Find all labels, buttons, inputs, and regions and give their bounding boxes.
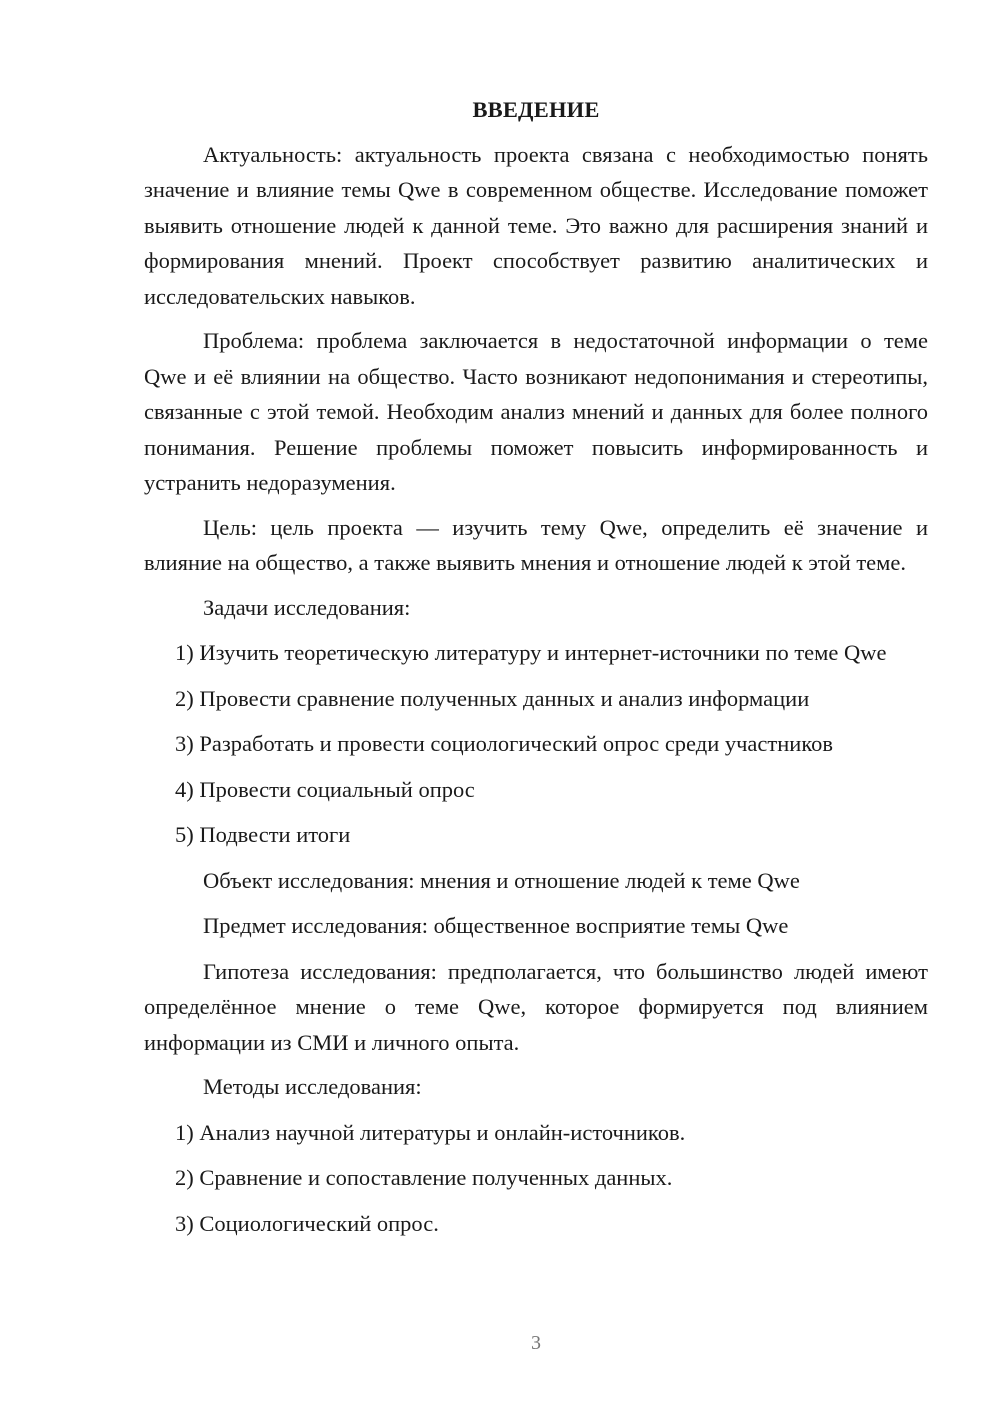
list-item: 5) Подвести итоги [175, 822, 351, 847]
object-line: Объект исследования: мнения и отношение людей к теме Qwe [203, 867, 800, 893]
page-number: 3 [531, 1332, 541, 1354]
page-content [144, 92, 928, 1251]
list-item: 3) Социологический опрос. [175, 1210, 439, 1236]
list-item: 2) Сравнение и сопоставление полученных данных. [175, 1165, 673, 1190]
section-title: ВВЕДЕНИЕ [472, 97, 600, 122]
tasks-heading: Задачи исследования: [203, 594, 411, 620]
hypothesis-paragraph: Гипотеза исследования: предполагается, что большинство людей имеют определённое мнение о теме Qwe, которое формируется под влиянием информации из СМИ и личного опыта. [144, 958, 928, 1055]
list-item: 2) Провести сравнение полученных данных и анализ информации [175, 685, 810, 711]
list-item: 1) Изучить теоретическую литературу и интернет-источники по теме Qwe [175, 640, 887, 665]
relevance-paragraph: Актуальность: актуальность проекта связана с необходимостью понять значение и влияние темы Qwe в современном обществе. Исследование поможет выявить отношение людей к данной теме. Это важно для расширения знаний и формирования мнений. Проект способствует развитию аналитических и исследовательских навыков. [144, 141, 928, 309]
list-item: 4) Провести социальный опрос [175, 776, 475, 802]
subject-line: Предмет исследования: общественное восприятие темы Qwe [203, 913, 789, 938]
problem-paragraph: Проблема: проблема заключается в недостаточной информации о теме Qwe и её влиянии на общество. Часто возникают недопонимания и стереотипы, связанные с этой темой. Необходим анализ мнений и данных для более полного понимания. Решение проблемы поможет повысить информированность и устранить недоразумения. [144, 328, 928, 495]
list-item: 1) Анализ научной литературы и онлайн-источников. [175, 1119, 686, 1145]
methods-list [144, 1115, 928, 1242]
goal-paragraph: Цель: цель проекта — изучить тему Qwe, определить её значение и влияние на общество, а также выявить мнения и отношение людей к этой теме. [144, 514, 928, 575]
list-item: 3) Разработать и провести социологический опрос среди участников [175, 731, 833, 756]
tasks-list [144, 635, 928, 853]
methods-heading: Методы исследования: [203, 1074, 422, 1099]
